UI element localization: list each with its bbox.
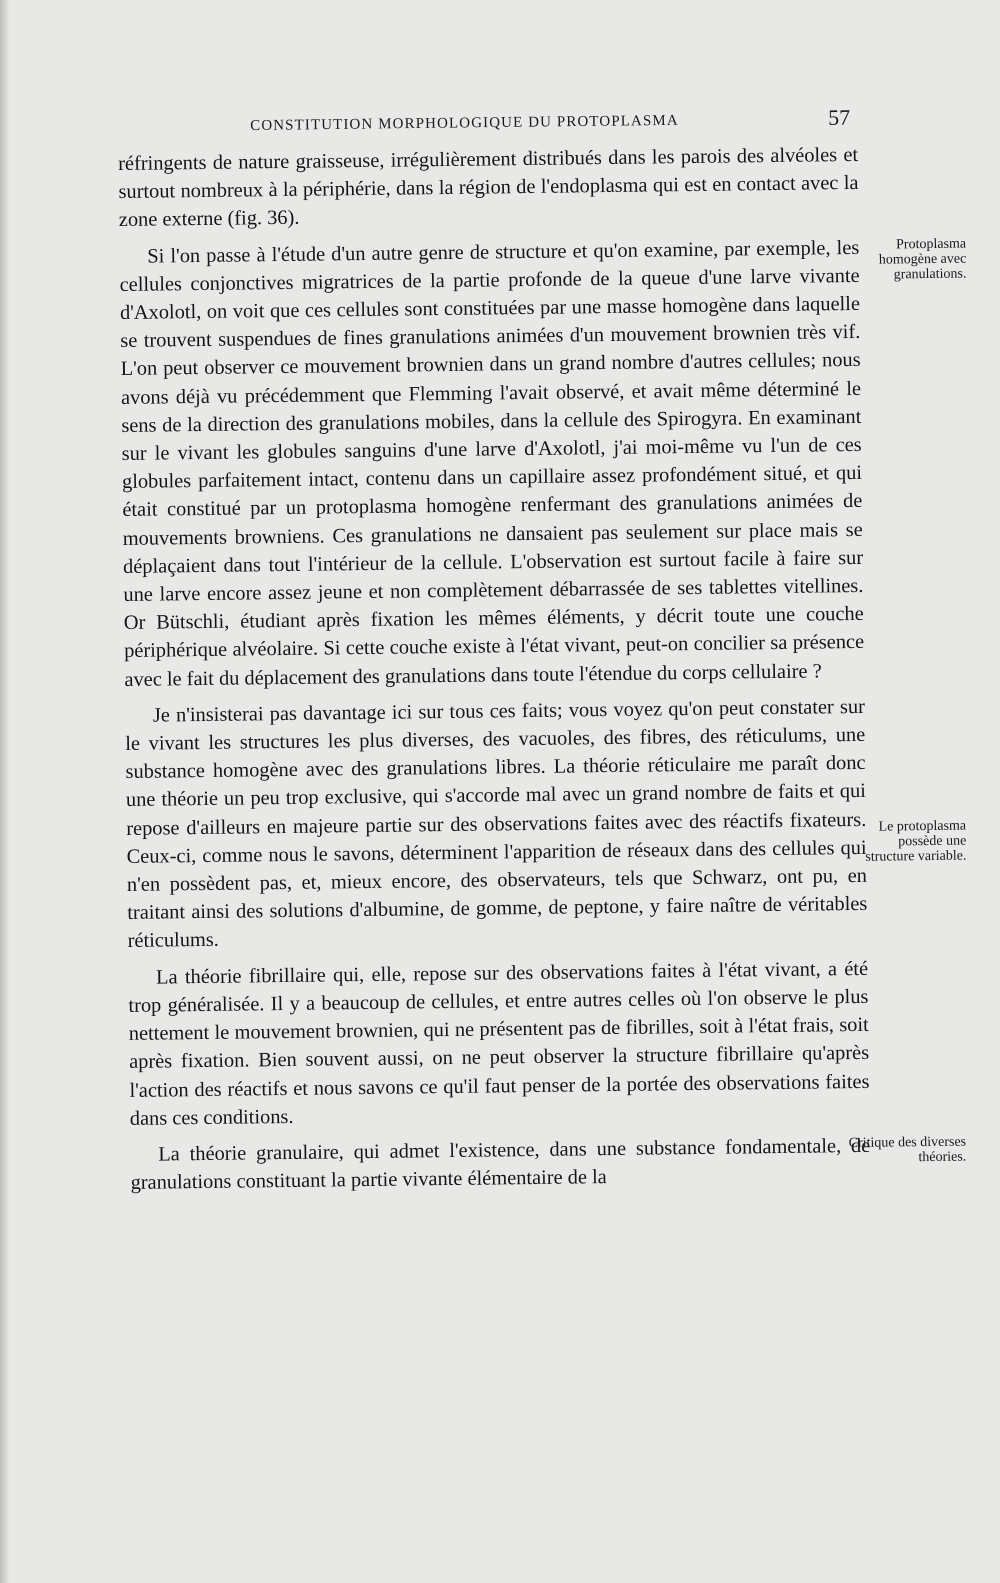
paragraph-3: Je n'insisterai pas davantage ici sur tous ces faits; vous voyez qu'on peut constater sur le vivant les structures les plus diverses, des vacuoles, des fibres, des réticulums, une substance homogène avec des granulations libres. La théorie réticulaire me paraît donc une théorie un peu trop exclusive, qui s'accorde mal avec un grand nombre de faits et qui repose d'ailleurs en majeure partie sur des observations faites avec des réactifs fixateurs. Ceux-ci, comme nous le savons, déterminent l'apparition de réseaux dans des cellules qui n'en possèdent pas, et, mieux encore, des observateurs, tels que Schwarz, ont pu, en traitant ainsi des solutions d'albumine, de gomme, de peptone, y faire naître de véritables réticulums. xyxy=(125,695,868,953)
scan-edge-shadow xyxy=(0,0,10,1583)
page-number: 57 xyxy=(827,104,851,130)
paragraph-1: réfringents de nature graisseuse, irrégulièrement distribués dans les parois des alvéoles et surtout nombreux à la périphérie, dans la région de l'endoplasma qui est en contact avec la zone externe (fig. 36). xyxy=(118,143,859,232)
paragraph-5: La théorie granulaire, qui admet l'existence, dans une substance fondamentale, de granulations constituant la partie vivante élémentaire de la xyxy=(130,1134,871,1195)
paragraph-4: La théorie fibrillaire qui, elle, repose sur des observations faites à l'état vivant, a été trop généralisée. Il y a beaucoup de cellules, et entre autres celles où l'on observe le plus nettement le mouvement brownien, qui ne présentent pas de fibrilles, soit à l'état frais, soit après fixation. Bien souvent aussi, on ne peut observer la structure fibrillaire qu'après l'action des réactifs et nous savons ce qu'il faut penser de la portée des observations faites dans ces conditions. xyxy=(128,957,870,1130)
running-title: CONSTITUTION MORPHOLOGIQUE DU PROTOPLASMA xyxy=(250,112,679,134)
margin-note-theory-critique: Critique des diverses théories. xyxy=(848,1134,967,1166)
page-header xyxy=(250,105,850,142)
main-text-block xyxy=(118,141,871,1197)
margin-note-homogeneous-protoplasm: Protoplasma homogène avec granulations. xyxy=(878,236,967,283)
paragraph-2: Si l'on passe à l'étude d'un autre genre de structure et qu'on examine, par exemple, les cellules conjonctives migratrices de la partie profonde de la queue d'une larve vivante d'Axolotl, on voit que ces cellules sont constituées par une masse homogène dans laquelle se trouvent suspendues de fines granulations animées d'un mouvement brownien très vif. L'on peut observer ce mouvement brownien dans un grand nombre d'autres cellules; nous avons déjà vu précédemment que Flemming l'avait observé, et avait même déterminé le sens de la direction des granulations mobiles, dans la cellule des Spirogyra. En examinant sur le vivant les globules sanguins d'une larve d'Axolotl, j'ai moi-même vu l'un de ces globules parfaitement intact, contenu dans un capillaire assez profondément situé, et qui était constitué par un protoplasma homogène renfermant des granulations animées de mouvements browniens. Ces granulations ne dansaient pas seulement sur place mais se déplaçaient dans tout l'intérieur de la cellule. L'observation est surtout facile à faire sur une larve encore assez jeune et non complètement débarrassée de ses tablettes vitellines. Or Bütschli, étudiant après fixation les mêmes éléments, y décrit toute une couche périphérique alvéolaire. Si cette couche existe à l'état vivant, peut-on concilier sa présence avec le fait du déplacement des granulations dans toute l'étendue du corps cellulaire ? xyxy=(119,236,865,691)
margin-note-variable-structure: Le protoplasma possède une structure variable. xyxy=(865,818,967,865)
